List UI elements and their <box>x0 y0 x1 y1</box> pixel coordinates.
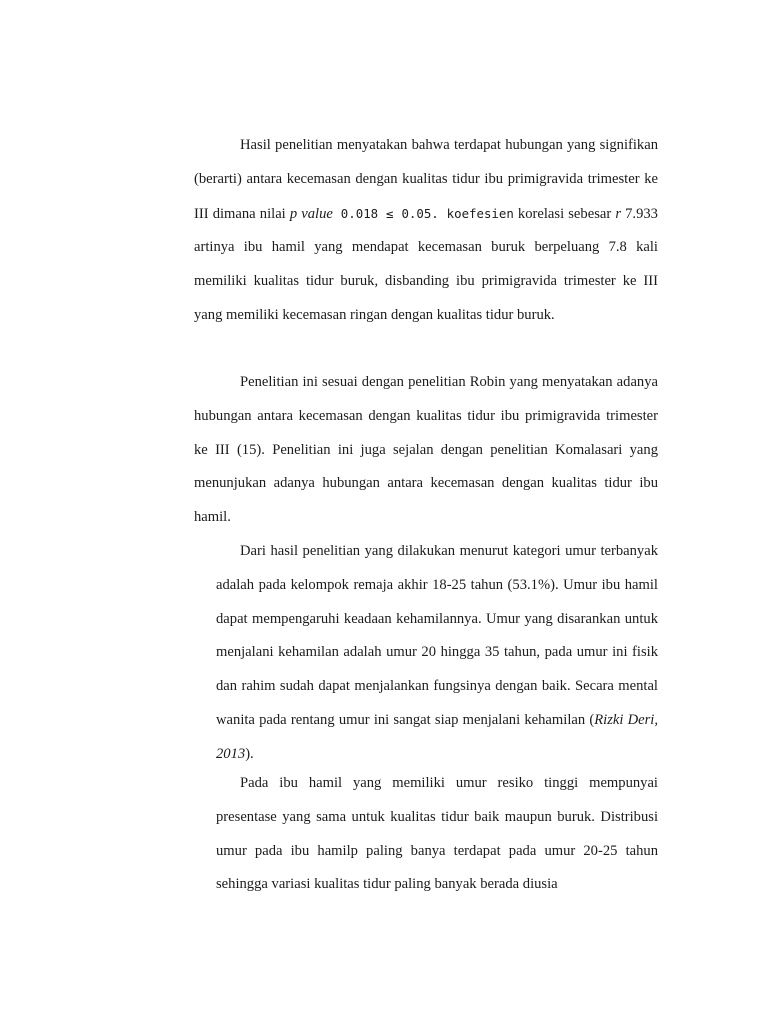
paragraph-1-text-a: Hasil penelitian menyatakan bahwa terdapat hubungan yang signifikan (berarti) antara kecemasan dengan kualitas tidur ibu primigravida trimester ke III dimana nilai <box>194 137 658 222</box>
paragraph-penelitian-robin <box>194 366 658 535</box>
paragraph-3-text-a: Dari hasil penelitian yang dilakukan menurut kategori umur terbanyak adalah pada kelompok remaja akhir 18-25 tahun (53.1%). Umur ibu hamil dapat mempengaruhi keadaan kehamilannya. Umur yang disarankan untuk menjalani kehamilan adalah umur 20 hingga 35 tahun, pada umur ini fisik dan rahim sudah dapat menjalankan fungsinya dengan baik. Secara mental wanita pada rentang umur ini sangat siap menjalani kehamilan ( <box>216 543 658 728</box>
paragraph-1-text-c: 7.933 artinya ibu hamil yang mendapat kecemasan buruk berpeluang 7.8 kali memiliki kualitas tidur buruk, disbanding ibu primigravida trimester ke III yang memiliki kecemasan ringan dengan kualitas tidur buruk. <box>194 205 658 323</box>
paragraph-hasil-penelitian <box>194 129 658 333</box>
paragraph-3-text-b: ). <box>245 745 254 762</box>
p-value-expression: 0.018 ≤ 0.05. koefesien <box>332 205 514 221</box>
paragraph-umur-resiko <box>216 767 658 902</box>
paragraph-1-text-b: korelasi sebesar <box>513 205 616 222</box>
p-value-term: p value <box>289 205 333 222</box>
paragraph-kategori-umur <box>216 535 658 772</box>
paragraph-2-text: Penelitian ini sesuai dengan penelitian Robin yang menyatakan adanya hubungan antara kecemasan dengan kualitas tidur ibu primigravida trimester ke III (15). Penelitian ini juga sejalan dengan penelitian Komalasari yang menunjukan adanya hubungan antara kecemasan dengan kualitas tidur ibu hamil. <box>194 374 658 526</box>
r-symbol: r <box>615 205 622 222</box>
citation: Rizki Deri, 2013 <box>216 711 658 762</box>
paragraph-4-text: Pada ibu hamil yang memiliki umur resiko tinggi mempunyai presentase yang sama untuk kualitas tidur baik maupun buruk. Distribusi umur pada ibu hamilp paling banya terdapat pada umur 20-25 tahun sehingga variasi kualitas tidur paling banyak berada diusia <box>216 775 658 893</box>
